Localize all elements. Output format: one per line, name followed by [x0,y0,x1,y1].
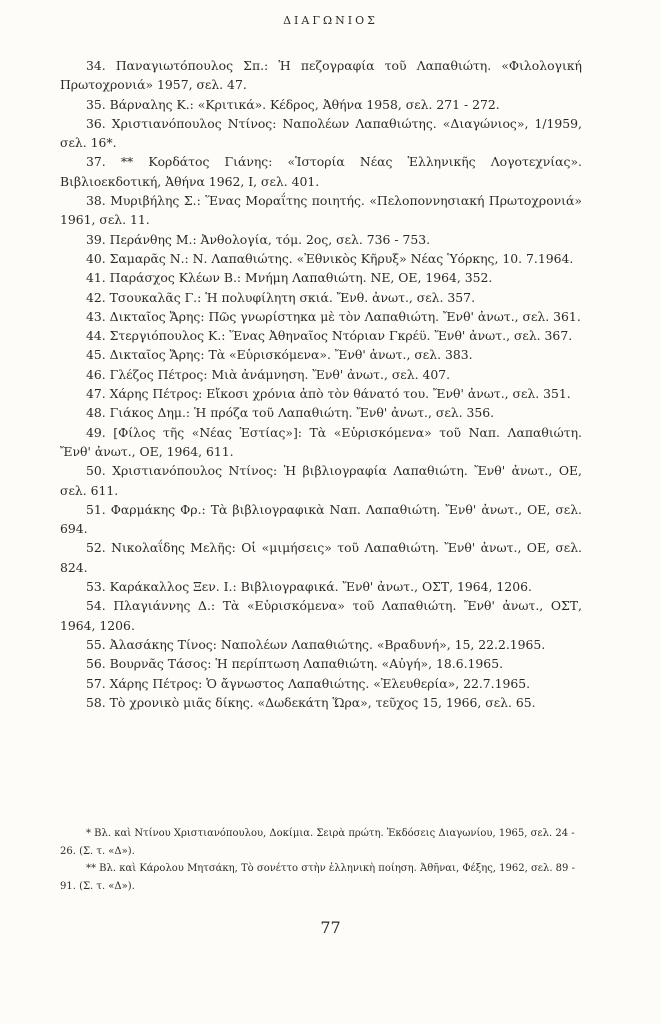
footnotes [60,825,582,895]
bibliography-entry: 43. Δικταῖος Ἄρης: Πῶς γνωρίστηκα μὲ τὸν Λαπαθιώτη. Ἔνθ' ἀνωτ., σελ. 361. [86,308,581,324]
page-number: 77 [320,918,341,937]
bibliography-entry: 52. Νικολαΐδης Μελῆς: Οἱ «μιμήσεις» τοῦ Λαπαθιώτη. Ἔνθ' ἀνωτ., ΟΕ, σελ. 824. [60,540,582,575]
bibliography-entry: 55. Ἀλασάκης Τίνος: Ναπολέων Λαπαθιώτης. «Βραδυνή», 15, 22.2.1965. [86,636,546,652]
bibliography-entry: 57. Χάρης Πέτρος: Ὁ ἄγνωστος Λαπαθιώτης. «Ἐλευθερία», 22.7.1965. [86,675,531,691]
footnote: ** Βλ. καὶ Κάρολου Μητσάκη, Τὸ σονέττο στὴν ἑλληνικὴ ποίηση. Ἀθῆναι, Φέξης, 1962, σελ. 89 - 91. (Σ. τ. «Δ»). [60,863,575,892]
footnote: * Βλ. καὶ Ντίνου Χριστιανόπουλου, Δοκίμια. Σειρὰ πρώτη. Ἐκδόσεις Διαγωνίου, 1965, σελ. 24 - 26. (Σ. τ. «Δ»). [60,828,575,857]
bibliography-entry: 36. Χριστιανόπουλος Ντίνος: Ναπολέων Λαπαθιώτης. «Διαγώνιος», 1/1959, σελ. 16*. [60,115,582,151]
bibliography-entry: 51. Φαρμάκης Φρ.: Τὰ βιβλιογραφικὰ Ναπ. Λαπαθιώτη. Ἔνθ' ἀνωτ., ΟΕ, σελ. 694. [60,501,582,537]
bibliography-entry: 53. Καράκαλλος Ξεν. Ι.: Βιβλιογραφικά. Ἔνθ' ἀνωτ., ΟΣΤ, 1964, 1206. [86,579,532,595]
bibliography-entry: 35. Βάρναλης Κ.: «Κριτικά». Κέδρος, Ἀθήνα 1958, σελ. 271 - 272. [86,96,500,112]
bibliography-entry: 50. Χριστιανόπουλος Ντίνος: Ἡ βιβλιογραφία Λαπαθιώτη. Ἔνθ' ἀνωτ., ΟΕ, σελ. 611. [60,463,582,498]
bibliography-entry: 44. Στεργιόπουλος Κ.: Ἕνας Ἀθηναῖος Ντόριαν Γκρέϋ. Ἔνθ' ἀνωτ., σελ. 367. [86,328,573,344]
running-header: ΔΙΑΓΩΝΙΟΣ [283,14,378,27]
bibliography-entry: 47. Χάρης Πέτρος: Εἴκοσι χρόνια ἀπὸ τὸν θάνατό του. Ἔνθ' ἀνωτ., σελ. 351. [86,386,571,402]
bibliography-entry: 49. [Φίλος τῆς «Νέας Ἑστίας»]: Τὰ «Εὑρισκόμενα» τοῦ Ναπ. Λαπαθιώτη. Ἔνθ' ἀνωτ., ΟΕ, 1964, 611. [60,424,582,459]
bibliography-entry: 37. ** Κορδάτος Γιάνης: «Ἱστορία Νέας Ἑλληνικῆς Λογοτεχνίας». Βιβλιοεκδοτική, Ἀθήνα 1962, Ι, σελ. 401. [60,154,582,189]
bibliography-entry: 39. Περάνθης Μ.: Ἀνθολογία, τόμ. 2ος, σελ. 736 - 753. [86,231,431,247]
bibliography-list [60,56,582,712]
bibliography-entry: 45. Δικταῖος Ἄρης: Τὰ «Εὑρισκόμενα». Ἔνθ' ἀνωτ., σελ. 383. [86,347,473,363]
bibliography-entry: 48. Γιάκος Δημ.: Ἡ πρόζα τοῦ Λαπαθιώτη. Ἔνθ' ἀνωτ., σελ. 356. [86,405,495,421]
bibliography-entry: 56. Βουρνᾶς Τάσος: Ἡ περίπτωση Λαπαθιώτη. «Αὐγή», 18.6.1965. [86,656,504,672]
bibliography-entry: 58. Τὸ χρονικὸ μιᾶς δίκης. «Δωδεκάτη Ὥρα», τεῦχος 15, 1966, σελ. 65. [86,694,536,710]
bibliography-entry: 54. Πλαγιάννης Δ.: Τὰ «Εὑρισκόμενα» τοῦ Λαπαθιώτη. Ἔνθ' ἀνωτ., ΟΣΤ, 1964, 1206. [60,598,582,633]
bibliography-entry: 34. Παναγιωτόπουλος Σπ.: Ἡ πεζογραφία τοῦ Λαπαθιώτη. «Φιλολογική Πρωτοχρονιά» 1957, σελ. 47. [60,58,582,93]
bibliography-entry: 38. Μυριβήλης Σ.: Ἕνας Μοραΐτης ποιητής. «Πελοποννησιακή Πρωτοχρονιά» 1961, σελ. 11. [60,193,582,228]
bibliography-entry: 42. Τσουκαλᾶς Γ.: Ἡ πολυφίλητη σκιά. Ἔνθ. ἀνωτ., σελ. 357. [86,289,476,305]
bibliography-entry: 41. Παράσχος Κλέων Β.: Μνήμη Λαπαθιώτη. ΝΕ, ΟΕ, 1964, 352. [86,270,493,286]
bibliography-entry: 46. Γλέζος Πέτρος: Μιὰ ἀνάμνηση. Ἔνθ' ἀνωτ., σελ. 407. [86,366,451,382]
bibliography-entry: 40. Σαμαρᾶς Ν.: Ν. Λαπαθιώτης. «Ἐθνικὸς Κῆρυξ» Νέας Ὑόρκης, 10. 7.1964. [86,250,574,266]
